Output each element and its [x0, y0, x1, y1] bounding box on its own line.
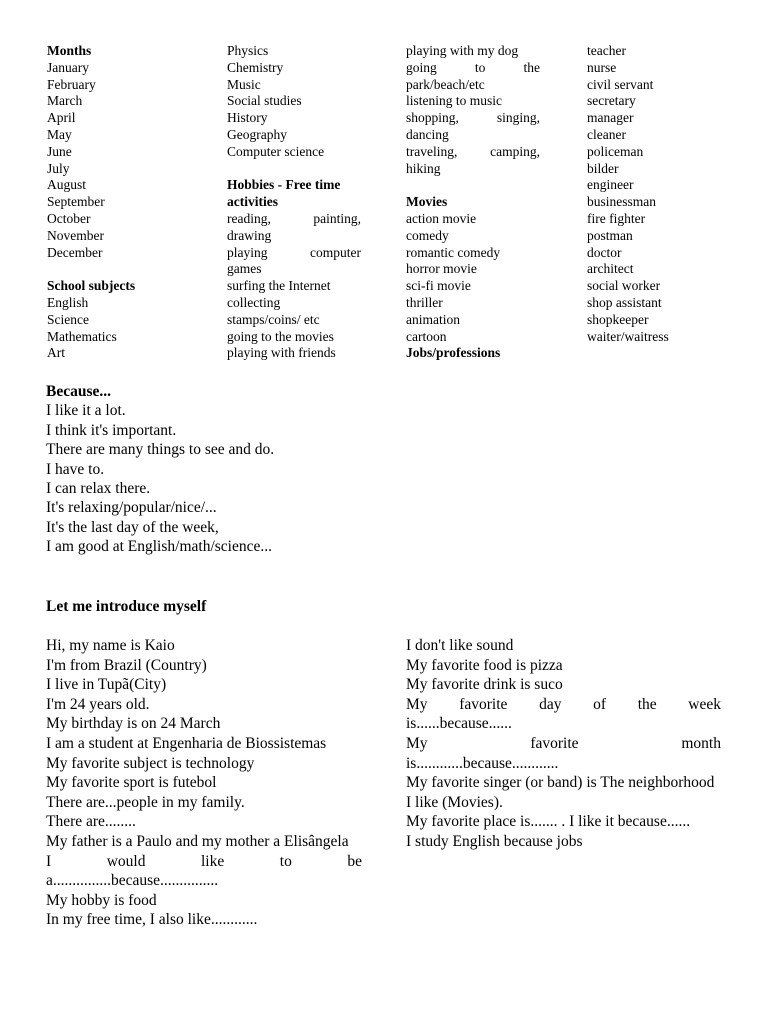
text-line	[406, 734, 721, 754]
text-line: shop assistant	[587, 294, 662, 310]
word: like	[200, 852, 225, 870]
text-line: April	[47, 110, 76, 126]
text-line: My favorite drink is suco	[406, 676, 563, 694]
vocab-column-months-subjects	[47, 43, 217, 362]
word: My	[406, 734, 428, 752]
because-line: I have to.	[46, 460, 105, 478]
text-line: Computer science	[227, 143, 325, 159]
introduce-title: Let me introduce myself	[46, 598, 207, 615]
text-line: June	[47, 143, 72, 159]
text-line: social worker	[587, 278, 661, 294]
text-line: There are...people in my family.	[46, 793, 245, 811]
text-line	[227, 245, 361, 262]
because-line: I like it a lot.	[46, 402, 126, 420]
text-line: History	[227, 110, 268, 126]
text-line: September	[47, 194, 105, 210]
text-line: dancing	[406, 126, 449, 142]
word: traveling,	[406, 143, 458, 159]
word: computer	[310, 244, 361, 260]
because-line: It's relaxing/popular/nice/...	[46, 499, 217, 517]
text-line: My birthday is on 24 March	[46, 715, 221, 733]
text-line	[406, 110, 540, 127]
text-line: nurse	[587, 59, 617, 75]
text-line: cleaner	[587, 126, 626, 142]
introduce-left-column	[46, 636, 362, 930]
section-heading: School subjects	[47, 278, 136, 294]
text-line: teacher	[587, 43, 626, 58]
text-line: Physics	[227, 43, 269, 58]
text-line: My favorite subject is technology	[46, 754, 255, 772]
text-line: playing with friends	[227, 345, 336, 361]
text-line: games	[227, 261, 262, 277]
because-title: Because...	[46, 383, 112, 400]
section-heading: activities	[227, 194, 278, 210]
text-line: Art	[47, 345, 65, 361]
text-line: Chemistry	[227, 59, 284, 75]
word: playing	[227, 244, 268, 260]
section-heading: Hobbies - Free time	[227, 177, 341, 193]
word: to	[279, 852, 292, 870]
text-line: I like (Movies).	[406, 793, 503, 811]
text-line: Mathematics	[47, 328, 117, 344]
text-line: engineer	[587, 177, 634, 193]
text-line: I'm 24 years old.	[46, 695, 150, 713]
word: week	[688, 695, 721, 713]
text-line: In my free time, I also like............	[46, 911, 258, 929]
word: My	[406, 695, 428, 713]
text-line: My hobby is food	[46, 891, 157, 909]
text-line: My favorite singer (or band) is The neighborhood	[406, 774, 715, 792]
spacer	[47, 261, 217, 278]
word: of	[593, 695, 607, 713]
text-line	[46, 852, 362, 872]
because-lines	[46, 401, 446, 556]
text-line: stamps/coins/ etc	[227, 311, 320, 327]
text-line: Social studies	[227, 93, 302, 109]
word: painting,	[313, 210, 361, 226]
word: to	[474, 59, 486, 75]
text-line: romantic comedy	[406, 244, 501, 260]
text-line: doctor	[587, 244, 622, 260]
text-line: My father is a Paulo and my mother a Elisângela	[46, 832, 349, 850]
text-line: going to the movies	[227, 328, 334, 344]
vocabulary-lists	[0, 43, 768, 373]
vocab-column-hobbies-movies	[406, 43, 540, 362]
text-line: park/beach/etc	[406, 76, 485, 92]
text-line: drawing	[227, 227, 272, 243]
text-line: action movie	[406, 210, 477, 226]
because-line: There are many things to see and do.	[46, 441, 275, 459]
spacer	[406, 177, 540, 194]
text-line: animation	[406, 311, 460, 327]
because-line: It's the last day of the week,	[46, 518, 219, 536]
text-line: architect	[587, 261, 634, 277]
text-line: listening to music	[406, 93, 502, 109]
text-line: comedy	[406, 227, 449, 243]
text-line: postman	[587, 227, 633, 243]
text-line	[406, 60, 540, 77]
section-heading: Jobs/professions	[406, 345, 501, 361]
text-line: Music	[227, 76, 261, 92]
text-line: My favorite sport is futebol	[46, 774, 217, 792]
text-line: Geography	[227, 126, 287, 142]
text-line: May	[47, 126, 72, 142]
word: I	[46, 852, 52, 870]
text-line: businessman	[587, 194, 656, 210]
text-line: fire fighter	[587, 210, 646, 226]
word: favorite	[459, 695, 508, 713]
word: month	[681, 734, 721, 752]
text-line: waiter/waitress	[587, 328, 669, 344]
text-line: November	[47, 227, 104, 243]
word: the	[637, 695, 657, 713]
section-heading: Months	[47, 43, 92, 58]
text-line: My favorite place is....... . I like it because......	[406, 813, 691, 831]
text-line: thriller	[406, 294, 443, 310]
word: the	[523, 59, 540, 75]
text-line: a...............because...............	[46, 872, 219, 890]
vocab-column-subjects-hobbies	[227, 43, 361, 362]
text-line: is......because......	[406, 715, 512, 733]
word: favorite	[530, 734, 579, 752]
text-line: shopkeeper	[587, 311, 649, 327]
text-line: is............because............	[406, 754, 559, 772]
word: singing,	[496, 110, 540, 126]
word: reading,	[227, 210, 271, 226]
text-line: December	[47, 244, 103, 260]
word: going	[406, 59, 437, 75]
text-line	[406, 144, 540, 161]
word: camping,	[490, 143, 540, 159]
text-line: My favorite food is pizza	[406, 656, 563, 674]
word: day	[539, 695, 562, 713]
because-line: I think it's important.	[46, 421, 177, 439]
because-section	[46, 382, 446, 557]
text-line: Hi, my name is Kaio	[46, 637, 175, 654]
text-line: July	[47, 160, 70, 176]
text-line: I live in Tupã(City)	[46, 676, 167, 694]
text-line: Science	[47, 311, 89, 327]
section-heading: Movies	[406, 194, 448, 210]
text-line: bilder	[587, 160, 619, 176]
text-line: secretary	[587, 93, 636, 109]
text-line: collecting	[227, 294, 281, 310]
text-line: policeman	[587, 143, 644, 159]
text-line: I'm from Brazil (Country)	[46, 656, 207, 674]
vocab-column-jobs	[587, 43, 747, 345]
word: shopping,	[406, 110, 459, 126]
text-line: horror movie	[406, 261, 477, 277]
text-line: I study English because jobs	[406, 832, 583, 850]
text-line: manager	[587, 110, 634, 126]
text-line	[406, 695, 721, 715]
text-line: October	[47, 210, 91, 226]
word: be	[347, 852, 362, 870]
text-line: civil servant	[587, 76, 654, 92]
text-line	[227, 211, 361, 228]
introduce-right-column	[406, 636, 721, 852]
because-line: I can relax there.	[46, 480, 151, 498]
text-line: I don't like sound	[406, 637, 514, 654]
text-line: February	[47, 76, 96, 92]
text-line: March	[47, 93, 83, 109]
text-line: English	[47, 294, 89, 310]
text-line: hiking	[406, 160, 441, 176]
text-line: January	[47, 59, 89, 75]
text-line: cartoon	[406, 328, 447, 344]
spacer	[227, 161, 361, 178]
text-line: playing with my dog	[406, 43, 519, 58]
text-line: I am a student at Engenharia de Biossistemas	[46, 734, 327, 752]
because-line: I am good at English/math/science...	[46, 538, 272, 556]
text-line: August	[47, 177, 87, 193]
word: would	[106, 852, 146, 870]
text-line: There are........	[46, 813, 136, 831]
text-line: surfing the Internet	[227, 278, 331, 294]
text-line: sci-fi movie	[406, 278, 471, 294]
